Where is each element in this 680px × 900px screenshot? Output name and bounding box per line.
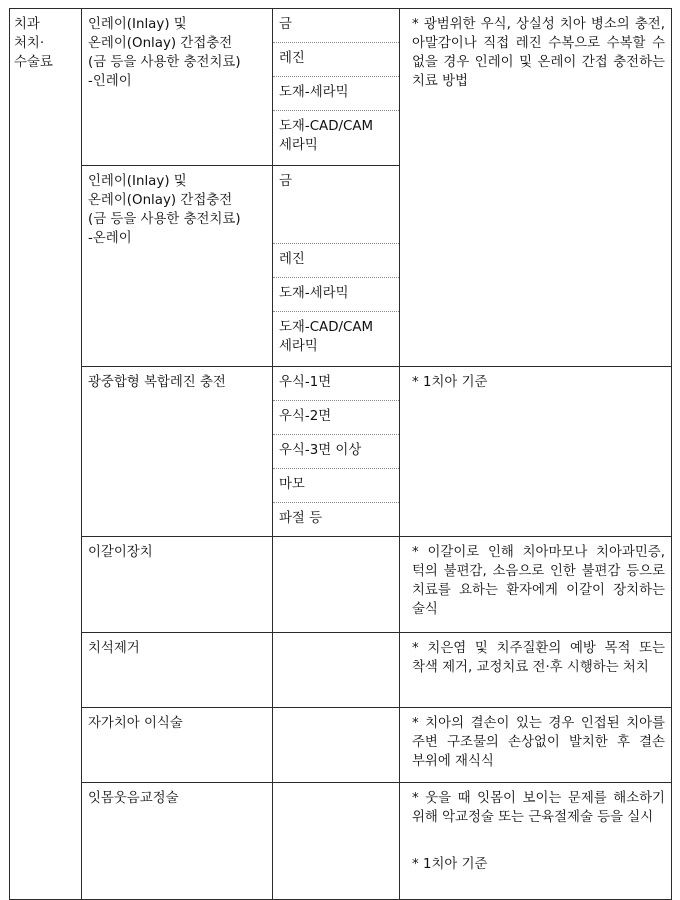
item-name-text: 자가치아 이식술 [88,716,183,731]
dental-fee-table [9,8,672,900]
sub-item-empty [273,633,400,708]
item-name-scaling [82,633,273,708]
sub-item: 마모 [273,469,400,503]
note-bruxism-device [400,537,672,633]
sub-item: 레진 [273,43,400,77]
sub-item-empty [273,537,400,633]
item-name-onlay [82,166,273,367]
note-autotransplantation [400,708,672,783]
sub-item: 우식-2면 [273,401,400,435]
item-name-text: 인레이(Inlay) 및 온레이(Onlay) 간접충전 (금 등을 사용한 충전치료) -인레이 [88,17,241,89]
note-scaling [400,633,672,708]
sub-item: 도재-세라믹 [273,278,400,312]
note-text: * 이갈이로 인해 치아마모나 치아과민증, 턱의 불편감, 소음으로 인한 불편감 등으로 치료를 요하는 환자에게 이갈이 장치하는 술식 [412,545,665,617]
note-composite-resin [400,367,672,537]
item-name-text: 잇몸웃음교정술 [88,791,179,806]
note-text: * 1치아 기준 [412,375,488,390]
sub-item: 파절 등 [273,503,400,537]
sub-item: 우식-1면 [273,367,400,401]
sub-item: 금 [273,9,400,43]
category-label: 치과 처치· 수술료 [14,17,53,70]
item-name-bruxism-device [82,537,273,633]
note-text-secondary: * 1치아 기준 [412,857,488,872]
sub-item: 우식-3면 이상 [273,435,400,469]
category-cell [10,9,82,900]
sub-item: 레진 [273,244,400,278]
sub-item-empty [273,708,400,783]
item-name-text: 이갈이장치 [88,545,153,560]
item-name-gummy-smile [82,783,273,900]
note-text: * 치은염 및 치주질환의 예방 목적 또는 착색 제거, 교정치료 전·후 시행하는 처치 [412,641,665,675]
note-text: * 광범위한 우식, 상실성 치아 병소의 충전, 아말감이나 직접 레진 수복으로 수복할 수 없을 경우 인레이 및 온레이 간접 충전하는 치료 방법 [412,17,665,89]
item-name-composite-resin [82,367,273,537]
item-name-autotransplantation [82,708,273,783]
item-name-inlay [82,9,273,166]
item-name-text: 치석제거 [88,641,140,656]
sub-item: 도재-세라믹 [273,77,400,111]
item-name-text: 인레이(Inlay) 및 온레이(Onlay) 간접충전 (금 등을 사용한 충전치료) -온레이 [88,174,241,246]
note-text: * 치아의 결손이 있는 경우 인접된 치아를 주변 구조물의 손상없이 발치한 후 결손 부위에 재식식 [412,716,665,769]
note-text: * 웃을 때 잇몸이 보이는 문제를 해소하기 위해 악교정술 또는 근육절제술 등을 실시 [412,791,665,825]
note-inlay-onlay [400,9,672,367]
sub-item: 도재-CAD/CAM 세라믹 [273,312,400,367]
sub-item-empty [273,783,400,900]
sub-item: 금 [273,166,400,244]
note-gummy-smile [400,783,672,900]
sub-item: 도재-CAD/CAM 세라믹 [273,111,400,166]
item-name-text: 광중합형 복합레진 충전 [88,375,226,390]
